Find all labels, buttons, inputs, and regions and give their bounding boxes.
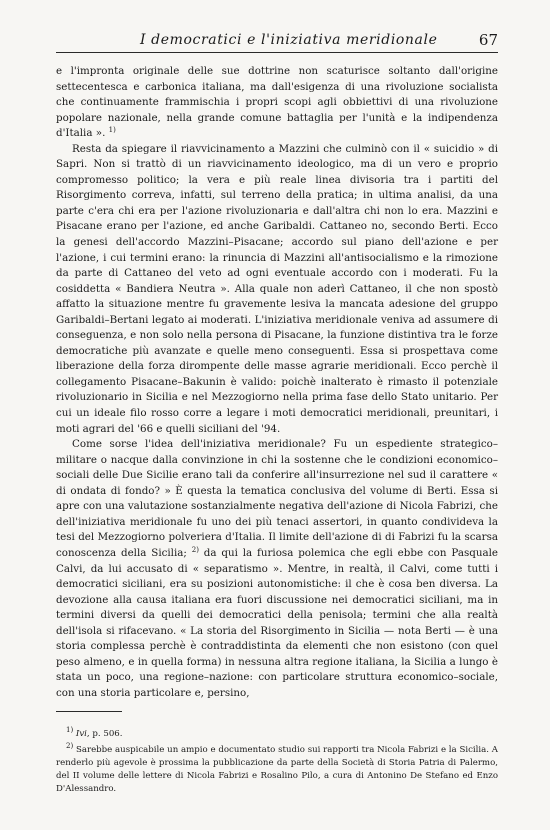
paragraph: [56, 64, 498, 142]
footnote-text: , p. 506.: [86, 729, 123, 739]
paragraph-text: e l'impronta originale delle sue dottrine non scaturisce soltanto dall'origine settecentesca e carbonica italiana, ma dall'esigenza di una rivoluzione socialista che continuamente frammischia i propri scopi agli obbiettivi di una rivoluzione popolare nazionale, nella grande comune battaglia per l'unità e la indipendenza d'Italia ».: [56, 65, 498, 140]
footnote-divider: [56, 711, 122, 712]
footnote-mark: 1): [66, 726, 74, 734]
note-reference: 2): [191, 545, 199, 554]
footnote-mark: 2): [66, 742, 74, 750]
paragraph: [56, 437, 498, 701]
footnote-source: Ivi: [75, 729, 87, 739]
paragraph: Resta da spiegare il riavvicinamento a Mazzini che culminò con il « suicidio » di Sapri. Non si trattò di un riavvicinamento ideologico, ma di un vero e proprio compromesso politico; la vera e più reale linea divisoria tra i partiti del Risorgimento correva, infatti, sul terreno della pratica; in ultima analisi, da una parte c'era chi era per l'azione rivoluzionaria e dall'altra chi non lo era. Mazzini e Pisacane erano per l'azione, ed anche Garibaldi. Cattaneo no, secondo Berti. Ecco la genesi dell'accordo Mazzini–Pisacane; accordo sul piano dell'azione e per l'azione, i cui termini erano: la rinuncia di Mazzini all'antisocialismo e la rimozione da parte di Cattaneo del veto ad ogni eventuale accordo con i moderati. Fu la cosiddetta « Bandiera Neutra ». Alla quale non aderì Cattaneo, il che non spostò affatto la situazione mentre fu gravemente lesiva la mancata adesione del gruppo Garibaldi–Bertani legato ai moderati. L'iniziativa meridionale veniva ad assumere di conseguenza, e non solo nella persona di Pisacane, la funzione distintiva tra le forze democratiche più avanzate e quelle meno conseguenti. Essa si prospettava come liberazione della forza dirompente delle masse agrarie meridionali. Ecco perchè il collegamento Pisacane–Bakunin è valido: poichè inalterato è rimasto il potenziale rivoluzionario in Sicilia e nel Mezzogiorno nella prima fase dello Stato unitario. Per cui un ideale filo rosso corre a legare i moti democratici meridionali, preunitari, i moti agrari del '66 e quelli siciliani del '94.: [56, 142, 498, 435]
paragraph-text: da qui la furiosa polemica che egli ebbe con Pasquale Calvi, da lui accusato di « separatismo ». Mentre, in realtà, il Calvi, come tutti i democratici siciliani, era su posizioni autonomistiche: il che è cosa ben diversa. La devozione alla causa italiana era fuori discussione nei democratici siciliani, ma in termini diversi da quelli dei democratici della penisola; termini che alla realtà dell'isola si rifacevano. « La storia del Risorgimento in Sicilia — nota Berti — è una storia complessa perchè è contraddistinta da elementi che non esistono (con quel peso almeno, e in quella forma) in nessuna altra regione italiana, la Sicilia a lungo è stata un poco, una regione–nazione: con particolare struttura economico–sociale, con una storia particolare e, persino,: [56, 546, 499, 699]
footnote-text: Sarebbe auspicabile un ampio e documentato studio sui rapporti tra Nicola Fabrizi e la Sicilia. A renderlo più agevole è prossima la pubblicazione da parte della Società di Storia Patria di Palermo, del II volume delle lettere di Nicola Fabrizi e Rosalino Pilo, a cura di Antonino De Stefano ed Enzo D'Alessandro.: [56, 745, 498, 794]
footnote: [56, 728, 498, 741]
running-header: [56, 30, 498, 53]
footnote: [56, 744, 498, 796]
paragraph-text: Come sorse l'idea dell'iniziativa meridionale? Fu un espediente strategico–militare o nacque dalla convinzione in chi la sostenne che le condizioni economico–sociali delle Due Sicilie erano tali da conferire all'insurrezione nel sud il carattere « di ondata di fondo? » È questa la tematica conclusiva del volume di Berti. Essa si apre con una valutazione sostanzialmente negativa dell'azione di Nicola Fabrizi, che dell'iniziativa meridionale fu uno dei più tenaci assertori, in quanto condivideva la tesi del Mezzogiorno polveriera d'Italia. Il limite dell'azione di di Fabrizi fu la scarsa conoscenza della Sicilia;: [56, 438, 498, 559]
running-title: I democratici e l'iniziativa meridionale: [140, 32, 438, 48]
note-reference: 1): [108, 126, 116, 135]
body-text: [56, 64, 498, 701]
page-number: 67: [478, 31, 498, 49]
footnotes: [56, 728, 498, 799]
